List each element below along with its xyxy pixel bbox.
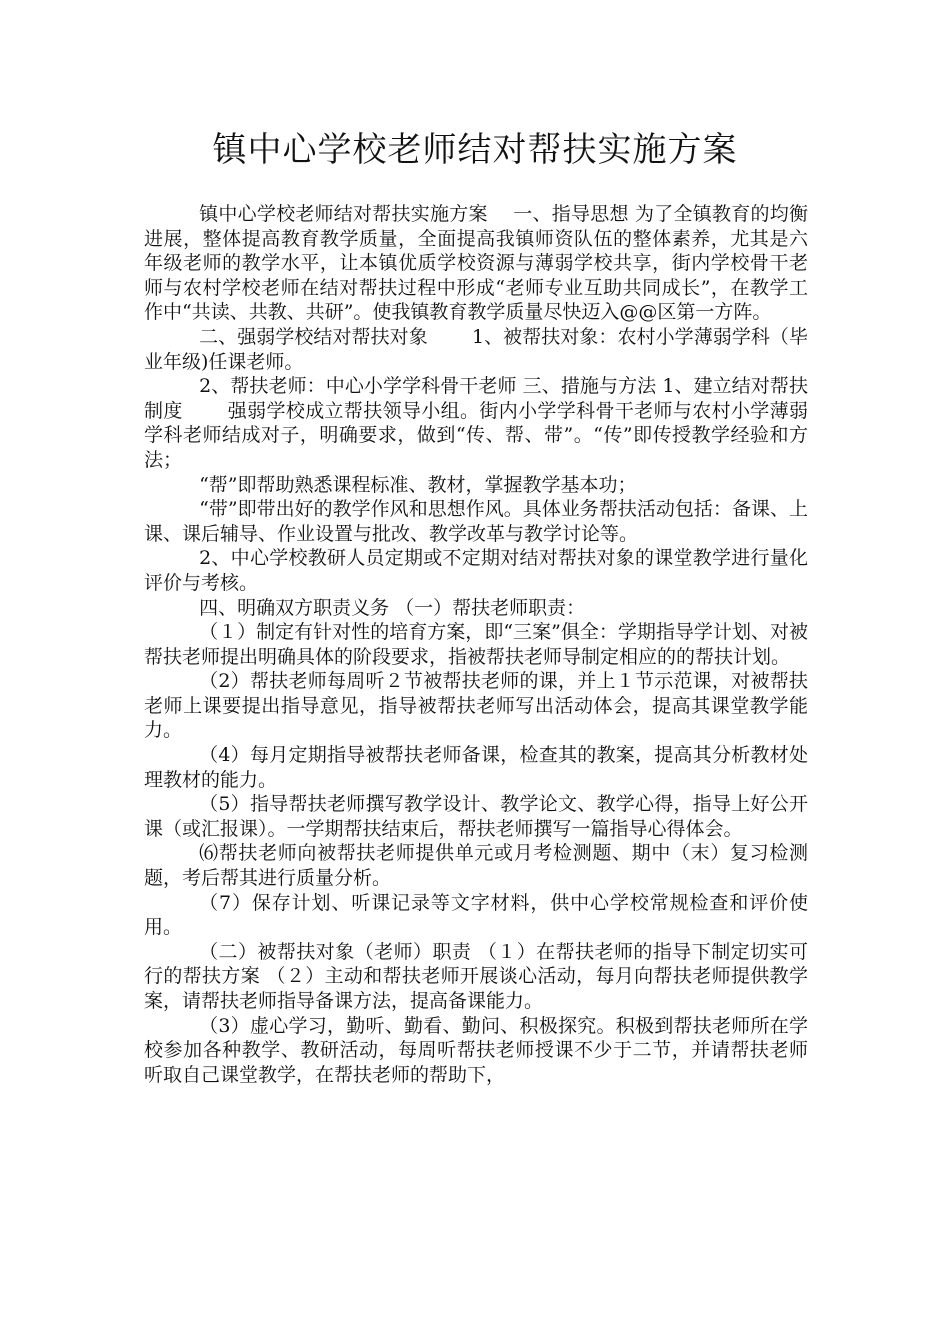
paragraph: 2、帮扶老师：中心小学学科骨干老师 三、措施与方法 1、建立结对帮扶制度 强弱学校成立帮扶领导小组。街内小学学科骨干老师与农村小学薄弱学科老师结成对子，明确要求，做到“传、帮、带”。“传”即传授教学经验和方法； <box>144 375 808 471</box>
paragraph: 镇中心学校老师结对帮扶实施方案 一、指导思想 为了全镇教育的均衡进展，整体提高教育教学质量，全面提高我镇师资队伍的整体素养，尤其是六年级老师的教学水平，让本镇优质学校资源与薄弱学校共享，街内学校骨干老师与农村学校老师在结对帮扶过程中形成“老师专业互助共同成长”，在教学工作中“共读、共教、共研”。使我镇教育教学质量尽快迈入@@区第一方阵。 <box>144 203 808 324</box>
document-title: 镇中心学校老师结对帮扶实施方案 <box>212 130 738 170</box>
paragraph: （二）被帮扶对象（老师）职责 （１）在帮扶老师的指导下制定切实可行的帮扶方案 （２）主动和帮扶老师开展谈心活动，每月向帮扶老师提供教学案，请帮扶老师指导备课方法，提高备课能力。 <box>144 940 808 1012</box>
paragraph: （3）虚心学习，勤听、勤看、勤问、积极探究。积极到帮扶老师所在学校参加各种教学、教研活动，每周听帮扶老师授课不少于二节，并请帮扶老师听取自己课堂教学，在帮扶老师的帮助下， <box>144 1014 808 1086</box>
paragraph: （１）制定有针对性的培育方案，即“三案”俱全：学期指导学计划、对被帮扶老师提出明确具体的阶段要求，指被帮扶老师导制定相应的的帮扶计划。 <box>144 621 808 668</box>
paragraph: ⑹帮扶老师向被帮扶老师提供单元或月考检测题、期中（末）复习检测题，考后帮其进行质量分析。 <box>144 842 808 890</box>
paragraph: （7）保存计划、听课记录等文字材料，供中心学校常规检查和评价使用。 <box>144 891 808 939</box>
paragraph: （5）指导帮扶老师撰写教学设计、教学论文、教学心得，指导上好公开课（或汇报课）。一学期帮扶结束后，帮扶老师撰写一篇指导心得体会。 <box>144 793 808 840</box>
document-body <box>144 202 808 1087</box>
paragraph: （2）帮扶老师每周听２节被帮扶老师的课，并上１节示范课，对被帮扶老师上课要提出指导意见，指导被帮扶老师写出活动体会，提高其课堂教学能力。 <box>144 670 808 742</box>
paragraph: “帮”即帮助熟悉课程标准、教材，掌握教学基本功； <box>199 473 637 496</box>
paragraph: “带”即带出好的教学作风和思想作风。具体业务帮扶活动包括：备课、上课、课后辅导、作业设置与批改、教学改革与教学讨论等。 <box>144 498 808 545</box>
paragraph: 四、明确双方职责义务 （一）帮扶老师职责： <box>199 596 586 619</box>
paragraph: 二、强弱学校结对帮扶对象 1、被帮扶对象：农村小学薄弱学科（毕业年级)任课老师。 <box>144 325 808 373</box>
paragraph: （4）每月定期指导被帮扶老师备课，检查其的教案，提高其分析教材处理教材的能力。 <box>144 744 808 791</box>
paragraph: 2、中心学校教研人员定期或不定期对结对帮扶对象的课堂教学进行量化评价与考核。 <box>144 547 808 594</box>
